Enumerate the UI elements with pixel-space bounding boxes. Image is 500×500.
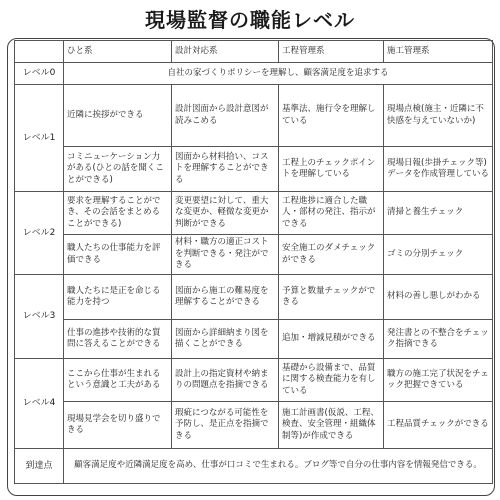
table-row	[15, 359, 493, 402]
table-cell: 設計上の指定資材や納まりの問題点を指摘できる	[172, 359, 279, 402]
header-sekou: 施工管理系	[384, 41, 493, 63]
level-label: レベル2	[15, 192, 64, 275]
table-cell: 工程上のチェックポイントを理解している	[279, 147, 384, 192]
level-label: レベル0	[15, 63, 64, 85]
table-cell: 工程進捗に適合した職人・部材の発注、指示ができる	[279, 192, 384, 235]
header-corner	[15, 41, 64, 63]
table-cell: 基準法、施行令を理解している	[279, 85, 384, 147]
goal-text: 顧客満足度や近隣満足度を高め、仕事が口コミで生まれる。ブログ等で自分の仕事内容を情報発信できる。	[64, 449, 493, 484]
level-label: レベル3	[15, 275, 64, 359]
table-cell: コミニューケーション力がある(ひとの話を聞くことができる)	[64, 147, 172, 192]
table-cell: 清掃と養生チェック	[384, 192, 493, 235]
table-cell: 現場点検(施主・近隣に不快感を与えていないか)	[384, 85, 493, 147]
table-row	[15, 402, 493, 449]
table-cell: 要求を理解することができ、その会話をまとめることができる)	[64, 192, 172, 235]
table-cell: 基礎から設備まで、品質に関する検査能力を有している	[279, 359, 384, 402]
table-cell: 予算と数量チェックができる	[279, 275, 384, 320]
table-row	[15, 85, 493, 147]
table-cell: 現場見学会を切り盛りできる	[64, 402, 172, 449]
level-label: レベル4	[15, 359, 64, 449]
table-row	[15, 275, 493, 320]
table-cell: 追加・増減見積ができる	[279, 320, 384, 359]
table-cell: 図面から施工の難易度を理解することができる	[172, 275, 279, 320]
skill-level-table	[14, 40, 493, 484]
header-koutei: 工程管理系	[279, 41, 384, 63]
table-cell: 設計図面から設計意図が読みこめる	[172, 85, 279, 147]
table-cell: ゴミの分別チェック	[384, 235, 493, 275]
table-cell: 職人たちの仕事能力を評価できる	[64, 235, 172, 275]
table-row	[15, 192, 493, 235]
table-cell: 瑕疵につながる可能性を予防し、是正点を指摘できる	[172, 402, 279, 449]
level0-text: 自社の家づくりポリシーを理解し、顧客満足度を追求する	[64, 63, 493, 85]
table-cell: 近隣に挨拶ができる	[64, 85, 172, 147]
table-cell: 現場日報(歩掛チェック等)データを作成管理している	[384, 147, 493, 192]
table-cell: 材料・職方の適正コストを判断できる・発注ができる	[172, 235, 279, 275]
table-row	[15, 235, 493, 275]
level0-row	[15, 63, 493, 85]
header-sekkei: 設計対応系	[172, 41, 279, 63]
table-cell: ここから仕事が生まれるという意識と工夫がある	[64, 359, 172, 402]
level-label: レベル1	[15, 85, 64, 192]
table-cell: 変更要望に対して、重大な変更か、軽微な変更か判断ができる	[172, 192, 279, 235]
table-cell: 仕事の進捗や技術的な質問に答えることができる	[64, 320, 172, 359]
table-cell: 工程品質チェックができる	[384, 402, 493, 449]
table-cell: 職人たちに是正を命じる能力を持つ	[64, 275, 172, 320]
table-cell: 発注書との不整合をチェック指摘できる	[384, 320, 493, 359]
table-row	[15, 147, 493, 192]
table-cell: 安全施工のダメチェックができる	[279, 235, 384, 275]
table-cell: 材料の善し悪しがわかる	[384, 275, 493, 320]
table-cell: 施工計画書(仮説、工程、検査、安全管理・組織体制等)が作成できる	[279, 402, 384, 449]
goal-label: 到達点	[15, 449, 64, 484]
header-row	[15, 41, 493, 63]
table-row	[15, 320, 493, 359]
table-cell: 職方の施工完了状況をチェック把握できている	[384, 359, 493, 402]
goal-row	[15, 449, 493, 484]
page-title: 現場監督の職能レベル	[145, 8, 355, 32]
header-hito: ひと系	[64, 41, 172, 63]
table-cell: 図面から材料拾い、コストを理解することができる	[172, 147, 279, 192]
table-cell: 図面から詳細納まり図を描くことができる	[172, 320, 279, 359]
